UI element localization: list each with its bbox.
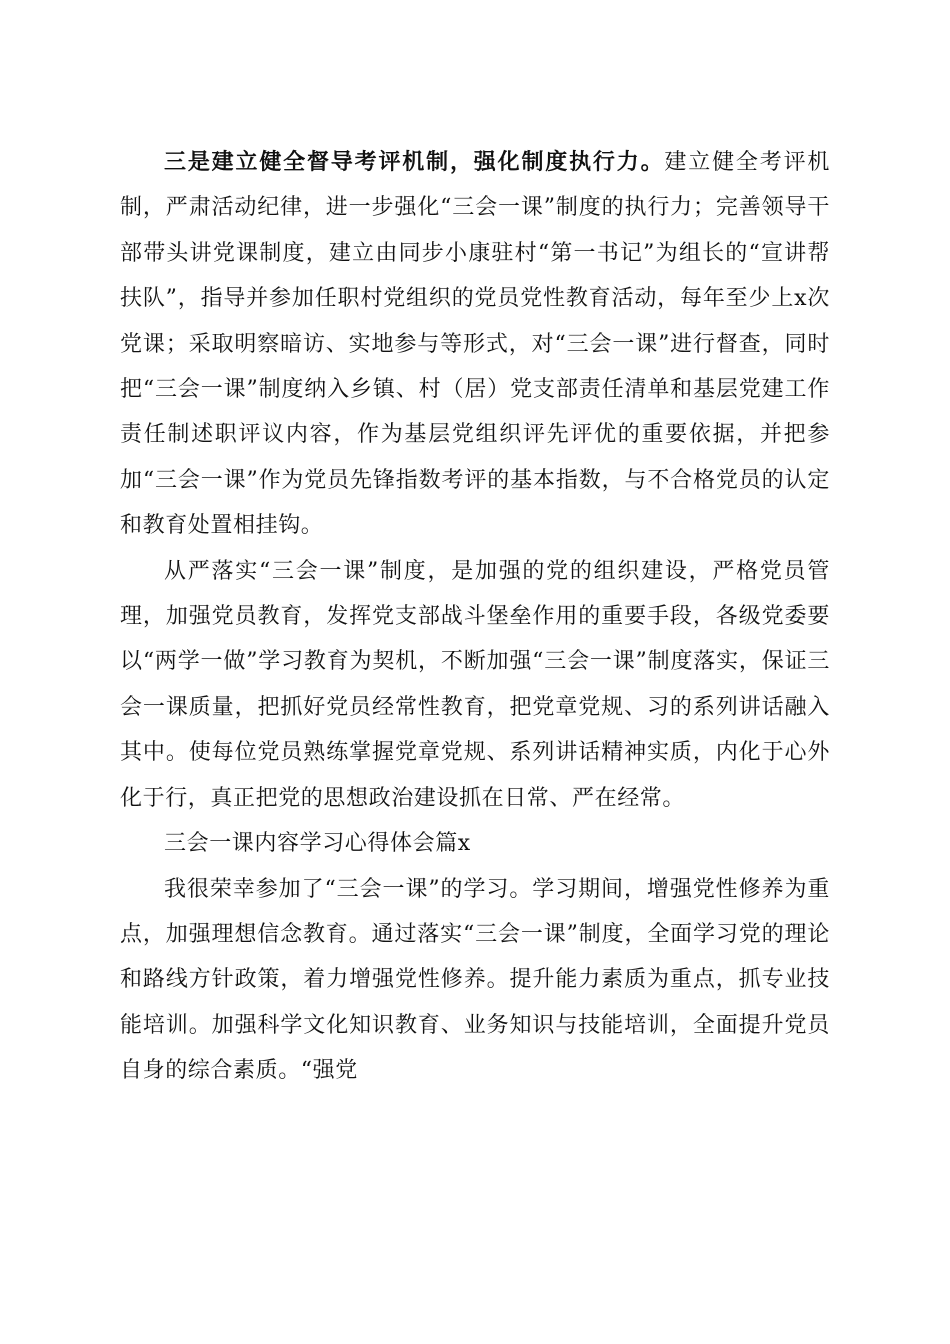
paragraph-study-experience: 我很荣幸参加了“三会一课”的学习。学习期间，增强党性修养为重点，加强理想信念教育。通过落实“三会一课”制度，全面学习党的理论和路线方针政策，着力增强党性修养。提升能力素质为重点，抓专业技能培训。加强科学文化知识教育、业务知识与技能培训，全面提升党员自身的综合素质。“强党	[120, 876, 830, 1084]
paragraph-text: 建立健全考评机制，严肃活动纪律，进一步强化“三会一课”制度的执行力；完善领导干部带头讲党课制度，建立由同步小康驻村“第一书记”为组长的“宣讲帮扶队”，指导并参加任职村党组织的党员党性教育活动，每年至少上x次党课；采取明察暗访、实地参与等形式，对“三会一课”进行督查，同时把“三会一课”制度纳入乡镇、村（居）党支部责任清单和基层党建工作责任制述职评议内容，作为基层党组织评先评优的重要依据，并把参加“三会一课”作为党员先锋指数考评的基本指数，与不合格党员的认定和教育处置相挂钩。	[120, 150, 830, 539]
paragraph-lead-heading: 三是建立健全督导考评机制，强化制度执行力。	[164, 149, 665, 175]
paragraph-supervision	[120, 140, 830, 549]
paragraph-implementation: 从严落实“三会一课”制度，是加强的党的组织建设，严格党员管理，加强党员教育，发挥党支部战斗堡垒作用的重要手段，各级党委要以“两学一做”学习教育为契机，不断加强“三会一课”制度落实，保证三会一课质量，把抓好党员经常性教育，把党章党规、习的系列讲话融入其中。使每位党员熟练掌握党章党规、系列讲话精神实质，内化于心外化于行，真正把党的思想政治建设抓在日常、严在经常。	[120, 558, 830, 811]
section-title: 三会一课内容学习心得体会篇x	[164, 831, 471, 857]
document-body	[120, 140, 830, 1094]
